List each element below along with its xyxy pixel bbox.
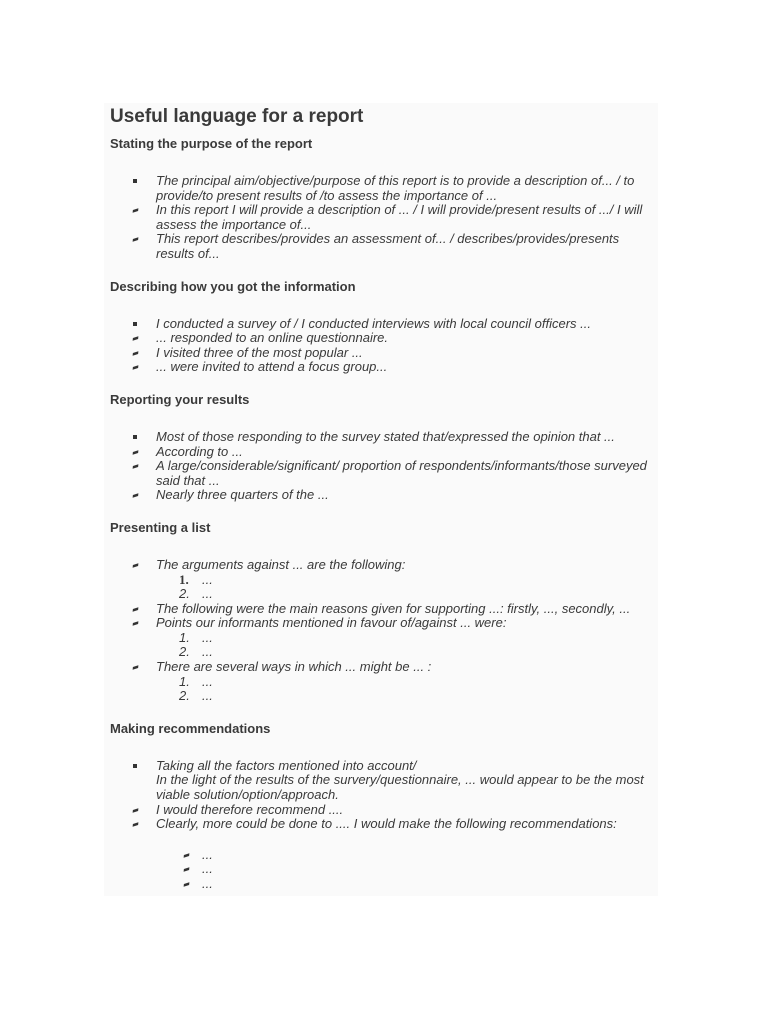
sublist-text: ...: [202, 629, 213, 645]
list-item: ... responded to an online questionnaire.: [110, 331, 658, 346]
list-item: I would therefore recommend ....: [110, 803, 658, 818]
list-item: In this report I will provide a description of ... / I will provide/present results of .../ I will assess the importance of...: [110, 203, 658, 232]
sublist-item: ...: [110, 862, 658, 877]
list-item-text: There are several ways in which ... might be ... :: [156, 659, 432, 675]
list-item: [110, 660, 658, 704]
sublist-item: ...: [110, 877, 658, 892]
list-item: [110, 759, 658, 803]
sublist-item: [110, 573, 658, 588]
list-item-text: Taking all the factors mentioned into account/: [156, 757, 417, 773]
bullet-sublist: [156, 848, 658, 892]
section-heading: Presenting a list: [110, 519, 211, 535]
bullet-list: [110, 759, 658, 832]
sublist-item: [110, 631, 658, 646]
list-item: Nearly three quarters of the ...: [110, 488, 658, 503]
sublist-item: [110, 675, 658, 690]
sublist-number: 1.: [179, 571, 189, 587]
section-heading: Making recommendations: [110, 720, 271, 736]
bullet-list: [110, 430, 658, 503]
list-item: The principal aim/objective/purpose of this report is to provide a description of... / to provide/to present results of /to assess the importance of ...: [110, 174, 658, 203]
sublist-text: ...: [202, 586, 213, 602]
page-title: Useful language for a report: [110, 106, 364, 127]
numbered-sublist: [156, 573, 658, 602]
sublist-item: ...: [110, 848, 658, 863]
bullet-list: [110, 174, 658, 262]
numbered-sublist: [156, 631, 658, 660]
sublist-number: 1.: [179, 673, 190, 689]
list-item-text: The arguments against ... are the following:: [156, 556, 406, 572]
list-item: This report describes/provides an assessment of... / describes/provides/presents results of...: [110, 232, 658, 261]
section-heading: Describing how you got the information: [110, 278, 356, 294]
sublist-item: [110, 645, 658, 660]
document: [110, 104, 658, 892]
section-heading: Reporting your results: [110, 391, 250, 407]
sublist-text: ...: [202, 571, 213, 587]
bullet-list: [110, 558, 658, 704]
list-item-text: Points our informants mentioned in favour of/against ... were:: [156, 615, 507, 631]
sublist-text: ...: [202, 673, 213, 689]
list-item: [110, 616, 658, 660]
numbered-sublist: [156, 675, 658, 704]
sublist-number: 2.: [179, 688, 190, 704]
sublist-number: 1.: [179, 629, 190, 645]
list-item: The following were the main reasons given for supporting ...: firstly, ..., secondly, ...: [110, 602, 658, 617]
section-heading: Stating the purpose of the report: [110, 136, 313, 151]
sublist-text: ...: [202, 644, 213, 660]
sublist-item: [110, 587, 658, 602]
list-item: I conducted a survey of / I conducted interviews with local council officers ...: [110, 317, 658, 332]
sublist-item: [110, 689, 658, 704]
sublist-text: ...: [202, 688, 213, 704]
list-item: I visited three of the most popular ...: [110, 346, 658, 361]
list-item: ... were invited to attend a focus group...: [110, 360, 658, 375]
list-item: [110, 558, 658, 602]
list-item-text: In the light of the results of the survery/questionnaire, ... would appear to be the most viable solution/option/approach.: [156, 772, 644, 803]
list-item: A large/considerable/significant/ proportion of respondents/informants/those surveyed said that ...: [110, 459, 658, 488]
list-item: Clearly, more could be done to .... I would make the following recommendations:: [110, 817, 658, 832]
sublist-number: 2.: [179, 586, 190, 602]
bullet-list: [110, 317, 658, 375]
sublist-number: 2.: [179, 644, 190, 660]
list-item: Most of those responding to the survey stated that/expressed the opinion that ...: [110, 430, 658, 445]
list-item: According to ...: [110, 445, 658, 460]
